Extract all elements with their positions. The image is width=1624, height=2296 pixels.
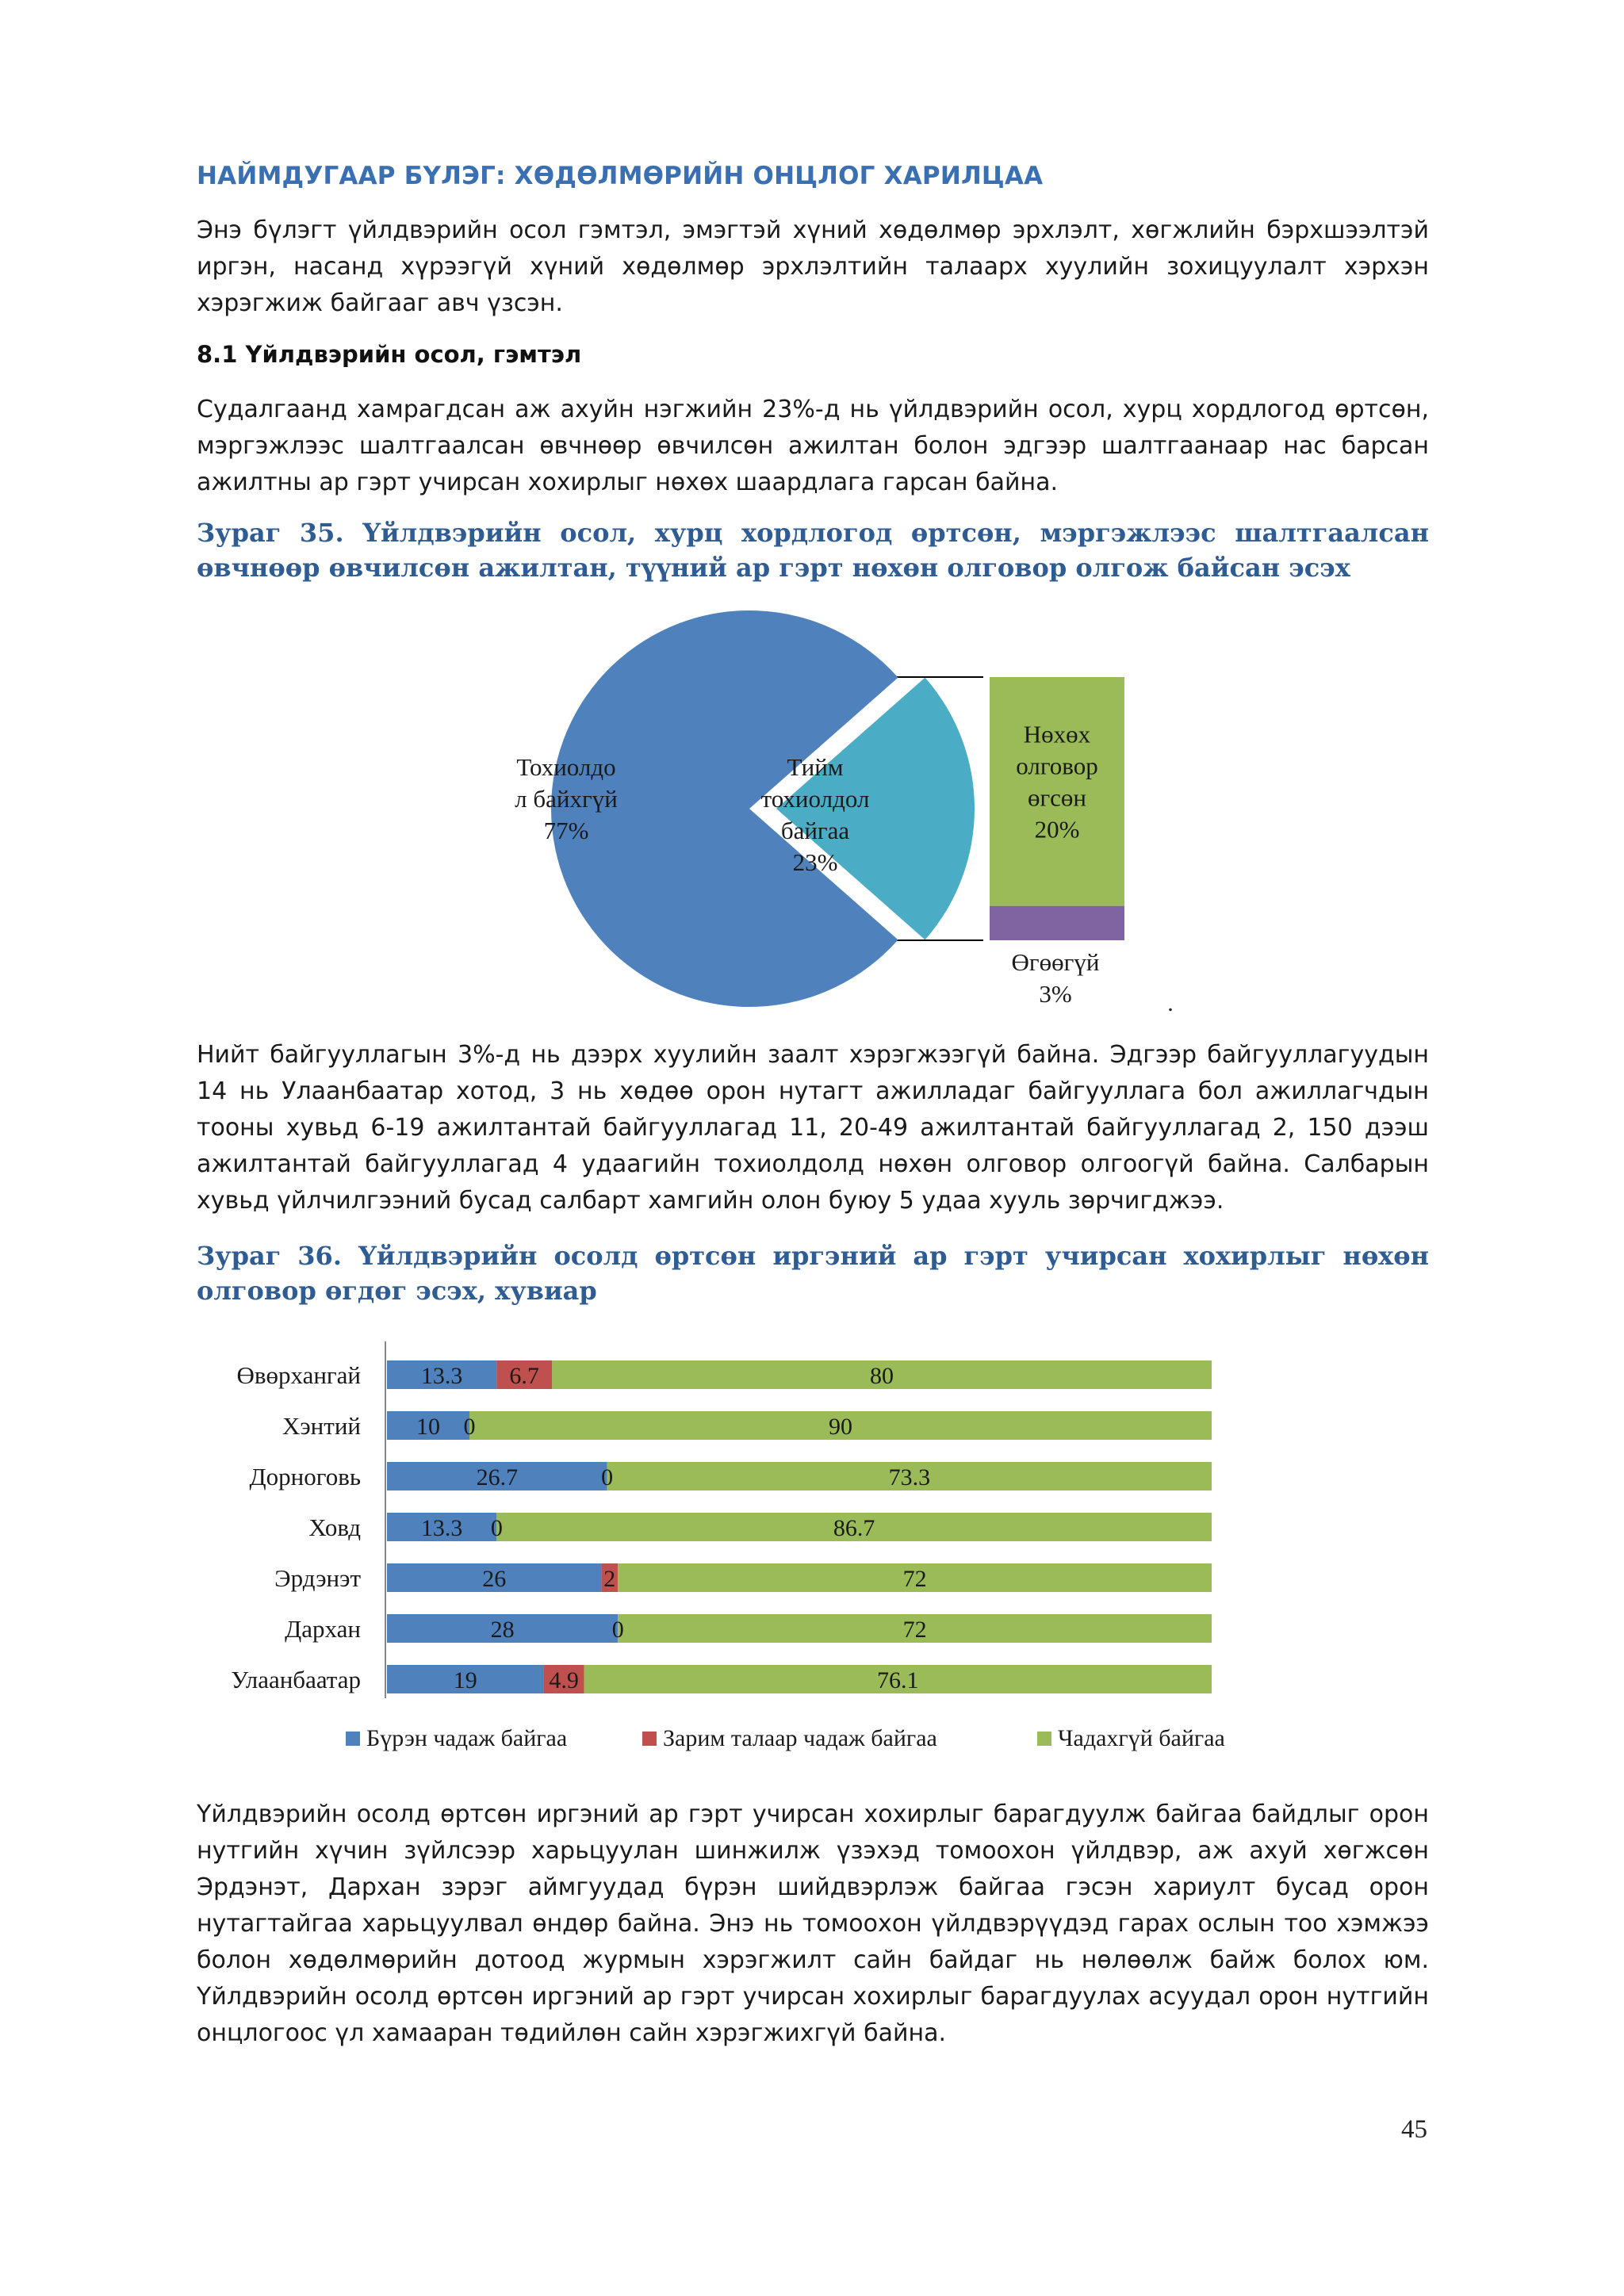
category-label: Ховд bbox=[308, 1513, 361, 1541]
pie-label-no-incident-line: л байхгүй bbox=[515, 785, 618, 813]
category-label: Дорноговь bbox=[249, 1463, 361, 1490]
bar-value-label: 13.3 bbox=[420, 1515, 463, 1541]
page-number: 45 bbox=[1401, 2115, 1427, 2144]
bar-value-label: 76.1 bbox=[877, 1667, 919, 1693]
intro-paragraph: Энэ бүлэгт үйлдвэрийн осол гэмтэл, эмэгтэй хүний хөдөлмөр эрхлэлт, хөгжлийн бэрхшээлтэй иргэн, насанд хүрээгүй хүний хөдөлмөр эрхлэлтийн талаарх хуулийн зохицуулалт хэрхэн хэрэгжиж байгааг авч үзсэн. bbox=[197, 216, 1429, 317]
bar-value-label: 90 bbox=[829, 1414, 852, 1440]
pie-label-no-incident-line: 77% bbox=[543, 817, 589, 844]
legend-label: Зарим талаар чадаж байгаа bbox=[663, 1725, 937, 1751]
bar-value-label: 72 bbox=[902, 1566, 927, 1592]
bar-label-compensated-line: өгсөн bbox=[1027, 783, 1087, 812]
section-paragraph: Судалгаанд хамрагдсан аж ахуйн нэгжийн 23%-д нь үйлдвэрийн осол, хурц хордлогод өртсөн, мэргэжлээс шалтгаалсан өвчнөөр өвчилсөн ажилтан болон эдгээр шалтгаанаар нас барсан ажилтны ар гэрт учирсан хохирлыг нөхөх шаардлага гарсан байна. bbox=[197, 396, 1429, 496]
pie-label-incident-line: 23% bbox=[792, 848, 838, 876]
bar-value-label: 73.3 bbox=[888, 1464, 931, 1490]
bar-label-compensated-line: Нөхөх bbox=[1023, 720, 1091, 748]
bar-value-label: 10 bbox=[416, 1414, 440, 1440]
legend-label: Бүрэн чадаж байгаа bbox=[366, 1725, 568, 1751]
pie-label-no-incident-line: Тохиолдо bbox=[516, 753, 616, 781]
bar-value-label: 0 bbox=[601, 1464, 614, 1490]
category-label: Улаанбаатар bbox=[231, 1666, 361, 1693]
bar-label-not-compensated bbox=[1012, 948, 1100, 1008]
bar-value-label: 0 bbox=[463, 1414, 476, 1440]
bar-value-label: 2 bbox=[603, 1566, 616, 1592]
chart-legend bbox=[346, 1725, 1225, 1751]
bar-value-label: 6.7 bbox=[509, 1363, 539, 1389]
paragraph-after-figure-35: Нийт байгууллагын 3%-д нь дээрх хуулийн заалт хэрэгжээгүй байна. Эдгээр байгууллагуудын 14 нь Улаанбаатар хотод, 3 нь хөдөө орон нутагт ажилладаг байгууллага бол ажиллагчдын тооны хувьд 6-19 ажилтантай байгууллагад 11, 20-49 ажилтантай байгууллагад 2, 150 дээш ажилтантай байгууллагад 4 удаагийн тохиолдолд нөхөн олговор олгоогүй байна. Салбарын хувьд үйлчилгээний бусад салбарт хамгийн олон буюу 5 удаа хууль зөрчигджээ. bbox=[197, 1041, 1429, 1215]
bar-label-compensated-line: 20% bbox=[1034, 815, 1080, 844]
bar-segment-not-compensated bbox=[990, 906, 1124, 940]
bar-value-label: 26.7 bbox=[476, 1464, 519, 1490]
figure-36-chart bbox=[197, 1340, 1434, 1768]
closing-paragraph: Үйлдвэрийн осолд өртсөн иргэний ар гэрт учирсан хохирлыг барагдуулж байгаа байдлыг орон нутгийн хүчин зүйлсээр харьцуулан шинжилж үзэхэд томоохон үйлдвэр, аж ахуй хөгжсөн Эрдэнэт, Дархан зэрэг аймгуудад бүрэн шийдвэрлэж байгаа гэсэн хариулт бусад орон нутагтайгаа харьцуулвал өндөр байна. Энэ нь томоохон үйлдвэрүүдэд гарах ослын тоо хэмжээ болон хөдөлмөрийн дотоод журмын хэрэгжилт сайн байдаг нь нөлөөлж байж болох юм. Үйлдвэрийн осолд өртсөн иргэний ар гэрт учирсан хохирлыг барагдуулах асуудал орон нутгийн онцлогоос үл хамааран төдийлөн сайн хэрэгжихгүй байна. bbox=[197, 1800, 1429, 2047]
bar-label-not-compensated-line: 3% bbox=[1039, 980, 1072, 1008]
category-label: Хэнтий bbox=[282, 1412, 361, 1440]
figure-35-dot: . bbox=[1167, 990, 1174, 1015]
category-labels bbox=[231, 1361, 361, 1693]
bar-value-label: 26 bbox=[482, 1566, 507, 1592]
figure-35-caption: Зураг 35. Үйлдвэрийн осол, хурц хордлогод өртсөн, мэргэжлээс шалтгаалсан өвчнөөр өвчилсөн ажилтан, түүний ар гэрт нөхөн олговор олгож байсан эсэх bbox=[197, 518, 1429, 583]
figure-35-chart bbox=[476, 603, 1189, 1015]
category-label: Өвөрхангай bbox=[236, 1361, 361, 1389]
bar-value-label: 0 bbox=[490, 1515, 503, 1541]
legend-swatch bbox=[642, 1732, 657, 1746]
bar-value-label: 13.3 bbox=[420, 1363, 463, 1389]
pie-label-incident-line: Тийм bbox=[787, 753, 844, 781]
legend-swatch bbox=[1037, 1732, 1051, 1746]
chapter-title: НАЙМДУГААР БҮЛЭГ: ХӨДӨЛМӨРИЙН ОНЦЛОГ ХАРИЛЦАА bbox=[197, 162, 1044, 190]
category-label: Дархан bbox=[285, 1615, 361, 1643]
bar-segments bbox=[387, 1360, 1212, 1693]
bar-label-compensated-line: олговор bbox=[1016, 752, 1098, 780]
bar-value-label: 28 bbox=[490, 1617, 515, 1643]
bar-value-label: 72 bbox=[902, 1617, 927, 1643]
section-heading: 8.1 Үйлдвэрийн осол, гэмтэл bbox=[197, 341, 582, 368]
bar-value-label: 80 bbox=[870, 1363, 894, 1389]
bar-value-label: 86.7 bbox=[833, 1515, 875, 1541]
figure-36-caption: Зураг 36. Үйлдвэрийн осолд өртсөн иргэний ар гэрт учирсан хохирлыг нөхөн олговор өгдөг эсэх, хувиар bbox=[197, 1241, 1429, 1306]
legend-label: Чадахгүй байгаа bbox=[1058, 1725, 1225, 1751]
pie-label-incident-line: тохиолдол bbox=[760, 785, 870, 813]
bar-label-not-compensated-line: Өгөөгүй bbox=[1011, 948, 1100, 976]
legend-swatch bbox=[346, 1732, 360, 1746]
bar-value-label: 4.9 bbox=[549, 1667, 579, 1693]
category-label: Эрдэнэт bbox=[274, 1564, 361, 1592]
pie-label-incident-line: байгаа bbox=[780, 817, 850, 844]
bar-value-label: 19 bbox=[453, 1667, 477, 1693]
bar-value-label: 0 bbox=[611, 1617, 624, 1643]
